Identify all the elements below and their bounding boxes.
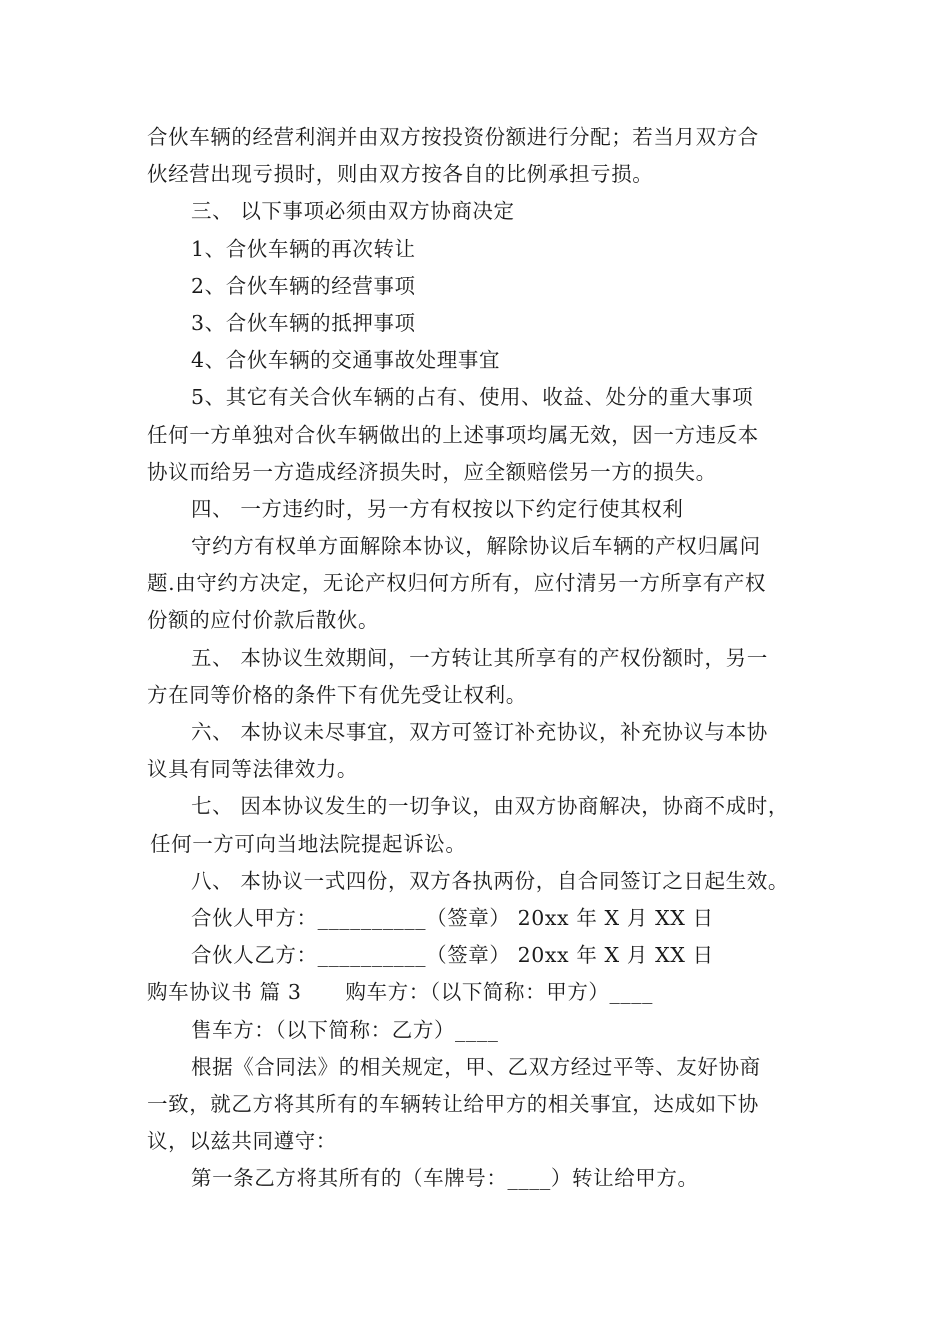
title-line [147,974,827,1011]
paragraph-line: 伙经营出现亏损时，则由双方按各自的比例承担亏损。 [147,162,654,187]
paragraph-line: 任何一方单独对合伙车辆做出的上述事项均属无效，因一方违反本 [147,422,759,447]
list-item: 4、合伙车辆的交通事故处理事宜 [191,348,501,373]
list-item: 5、其它有关合伙车辆的占有、使用、收益、处分的重大事项 [191,385,754,410]
paragraph-line: 议具有同等法律效力。 [147,757,358,782]
signature-line-party-b: 合伙人乙方：__________（签章） 20xx 年 X 月 XX 日 [191,943,714,968]
list-item: 2、合伙车辆的经营事项 [191,273,416,298]
section-heading-6: 六、 本协议未尽事宜，双方可签订补充协议，补充协议与本协 [191,720,768,744]
signature-line-party-a: 合伙人甲方：__________（签章） 20xx 年 X 月 XX 日 [191,905,714,930]
paragraph-line: 份额的应付价款后散伙。 [147,608,380,633]
paragraph-line: 守约方有权单方面解除本协议，解除协议后车辆的产权归属问 [191,534,761,559]
buyer-line: 购车方：（以下简称：甲方）____ [345,980,653,1005]
section-heading-3: 三、 以下事项必须由双方协商决定 [191,199,515,224]
paragraph-line: 任何一方可向当地法院提起诉讼。 [150,831,467,856]
article-1: 第一条乙方将其所有的（车牌号：____）转让给甲方。 [191,1166,699,1191]
paragraph-line: 合伙车辆的经营利润并由双方按投资份额进行分配；若当月双方合 [147,125,759,149]
document-body [147,119,827,1197]
paragraph-line: 议，以兹共同遵守： [147,1129,337,1154]
paragraph-line: 一致，就乙方将其所有的车辆转让给甲方的相关事宜，达成如下协 [147,1091,759,1116]
paragraph-line: 协议而给另一方造成经济损失时，应全额赔偿另一方的损失。 [147,459,717,484]
paragraph-line: 题.由守约方决定，无论产权归何方所有，应付清另一方所享有产权 [147,571,767,596]
paragraph-line: 根据《合同法》的相关规定，甲、乙双方经过平等、友好协商 [191,1054,761,1079]
list-item: 1、合伙车辆的再次转让 [191,236,416,261]
section-heading-8: 八、 本协议一式四份，双方各执两份，自合同签订之日起生效。 [191,868,789,893]
section-heading-5: 五、 本协议生效期间，一方转让其所享有的产权份额时，另一 [191,645,768,670]
seller-line: 售车方：（以下简称：乙方）____ [191,1017,499,1042]
section-heading-4: 四、 一方违约时，另一方有权按以下约定行使其权利 [191,496,684,521]
document-title: 购车协议书 篇 3 [147,980,302,1005]
section-heading-7: 七、 因本协议发生的一切争议，由双方协商解决，协商不成时， [191,794,789,819]
list-item: 3、合伙车辆的抵押事项 [191,310,416,335]
paragraph-line: 方在同等价格的条件下有优先受让权利。 [147,682,527,707]
